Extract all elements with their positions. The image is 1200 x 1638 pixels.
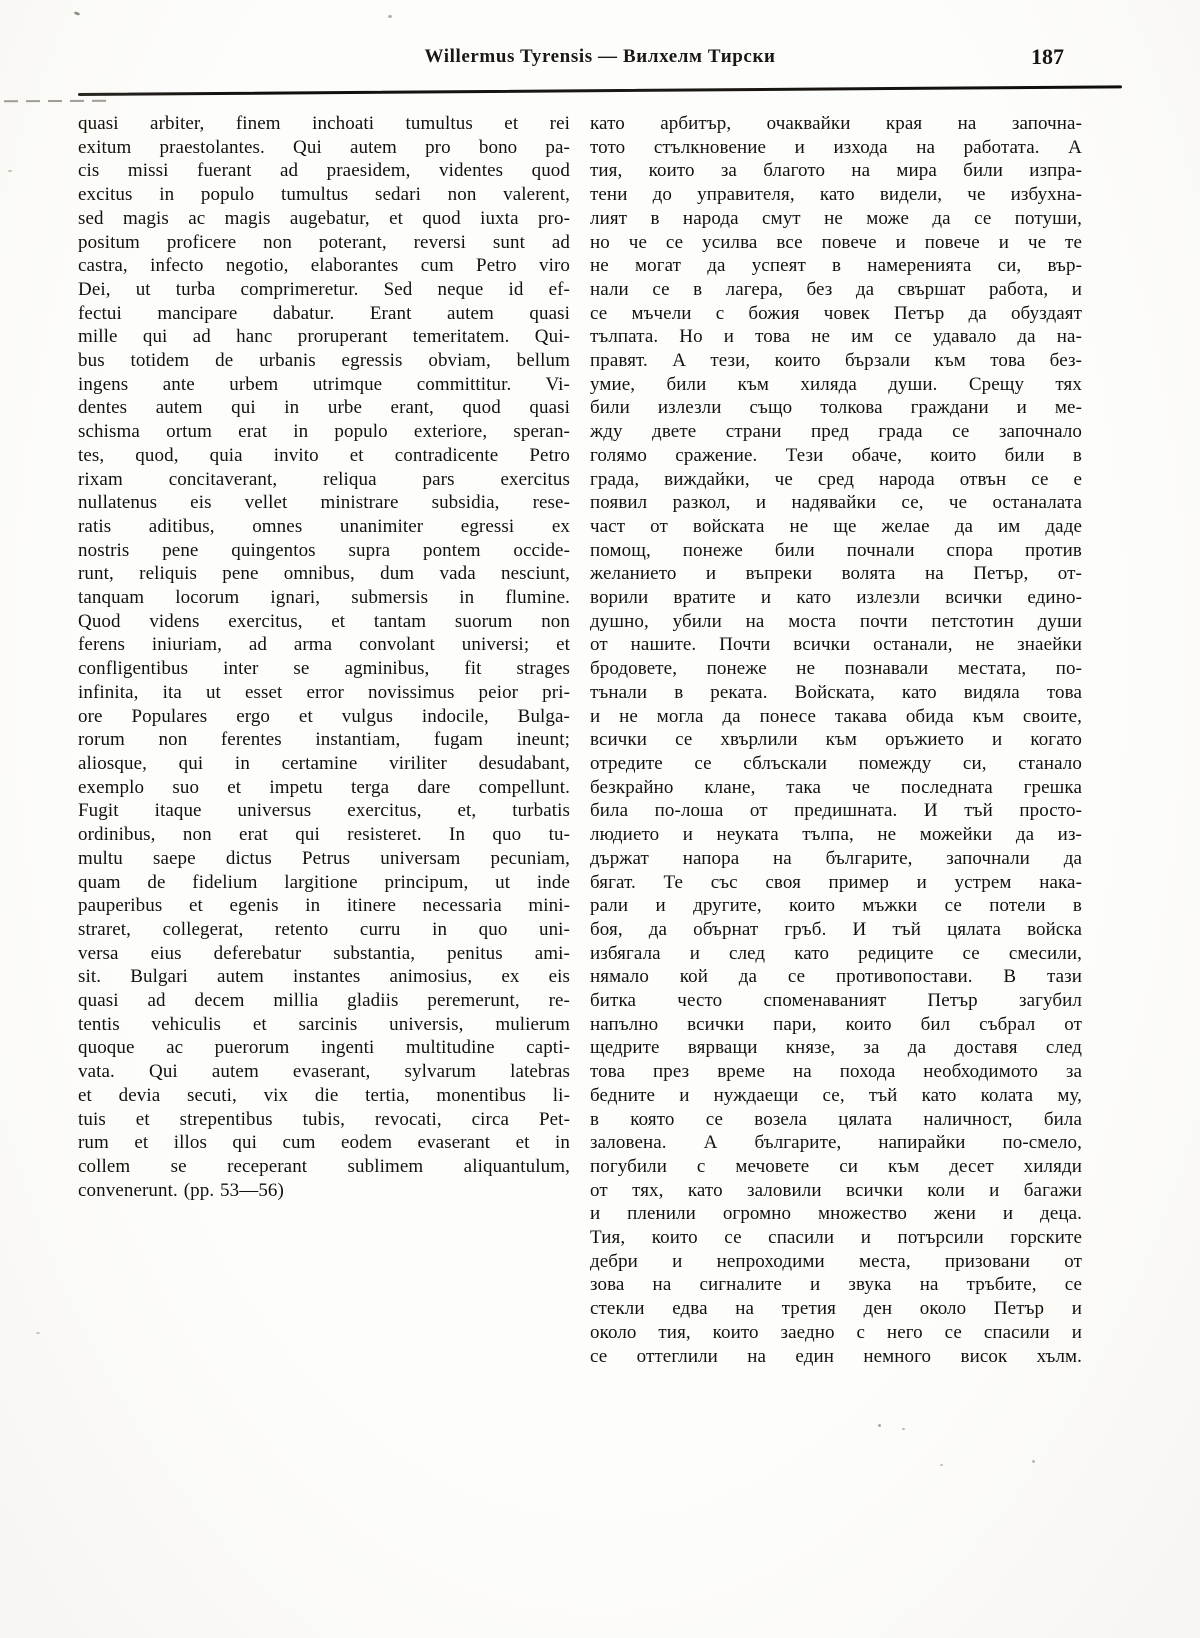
text-line: nostris pene quingentos supra pontem occide- <box>78 539 570 561</box>
text-line: бродовете, понеже не познавали местата, по- <box>590 658 1082 680</box>
text-line: нали се в лагера, без да свършат работа, и <box>590 278 1082 300</box>
text-line: тълпата. Но и това не им се удавало да на- <box>590 326 1082 348</box>
text-line: избягала и след като редиците се смесили, <box>590 942 1082 964</box>
text-line: positum proficere non poterant, reversi sunt ad <box>78 231 570 253</box>
text-line: голямо сражение. Тези обаче, които били в <box>590 444 1082 466</box>
running-title: Willermus Tyrensis — Вилхелм Тирски <box>424 46 776 67</box>
text-line: dentes autem qui in urbe erant, quod quasi <box>78 397 570 419</box>
text-line: exitum praestolantes. Qui autem pro bono pa- <box>78 136 570 158</box>
text-line: зова на сигналите и звука на тръбите, се <box>590 1274 1082 1296</box>
text-line: тото стълкновение и изхода на работата. А <box>590 136 1082 158</box>
text-line: била по-лоша от предишната. И тъй просто- <box>590 800 1082 822</box>
text-line: стекли едва на третия ден около Петър и <box>590 1298 1082 1320</box>
text-line: collem se receperant sublimem aliquantulum, <box>78 1155 570 1177</box>
header-rule <box>78 85 1122 96</box>
text-line: града, виждайки, че сред народа отвън се е <box>590 468 1082 490</box>
page-number: 187 <box>1031 44 1064 69</box>
text-line: schisma ortum erat in populo exteriore, speran- <box>78 421 570 443</box>
text-line: това през време на похода необходимото за <box>590 1061 1082 1083</box>
text-line: runt, reliquis pene omnibus, dum vada nesciunt, <box>78 563 570 585</box>
text-line: и не могла да понесе такава обида към своите, <box>590 705 1082 727</box>
text-line: нямало кой да се противопостави. В тази <box>590 966 1082 988</box>
text-line: rixam concitaverant, reliqua pars exercitus <box>78 468 570 490</box>
text-line: боя, да обърнат гръб. И тъй цялата войска <box>590 918 1082 940</box>
bulgarian-column <box>590 112 1082 1368</box>
text-line: tanquam locorum ignari, submersis in flumine. <box>78 587 570 609</box>
text-line: ore Populares ergo et vulgus indocile, Bulga- <box>78 705 570 727</box>
text-line: отредите се сблъскали помежду си, станало <box>590 752 1082 774</box>
text-line: straret, collegerat, retento curru in quo uni- <box>78 918 570 940</box>
scan-speck <box>1032 1460 1035 1463</box>
text-line: tentis vehiculis et sarcinis universis, mulierum <box>78 1013 570 1035</box>
scan-speck <box>74 11 81 16</box>
text-line: multu saepe dictus Petrus universam pecuniam, <box>78 847 570 869</box>
text-line: ingens ante urbem utrimque committitur. Vi- <box>78 373 570 395</box>
latin-column <box>78 112 570 1368</box>
text-line: aliosque, qui in certamine viriliter desudabant, <box>78 752 570 774</box>
text-line: sed magis ac magis augebatur, et quod iuxta pro- <box>78 207 570 229</box>
text-line: rorum non ferentes instantiam, fugam ineunt; <box>78 729 570 751</box>
text-line: не могат да успеят в намеренията си, вър- <box>590 255 1082 277</box>
text-line: бедните и нуждаещи се, тъй като колата му, <box>590 1084 1082 1106</box>
running-head <box>78 46 1122 76</box>
text-line: ratis aditibus, omnes unanimiter egressi ex <box>78 515 570 537</box>
text-line: Тия, които се спасили и потърсили горските <box>590 1227 1082 1249</box>
text-line: бягат. Те със своя пример и устрем нака- <box>590 871 1082 893</box>
scan-speck <box>902 1428 905 1430</box>
text-line: sit. Bulgari autem instantes animosius, ex eis <box>78 966 570 988</box>
text-line: държат напора на българите, започнали да <box>590 847 1082 869</box>
text-line: се оттеглили на един немного висок хълм. <box>590 1345 1082 1367</box>
text-line: тени до управителя, като видели, че избухна- <box>590 184 1082 206</box>
text-line: tuis et strepentibus tubis, revocati, circa Pet- <box>78 1108 570 1130</box>
text-line: convenerunt. (pp. 53—56) <box>78 1179 284 1201</box>
text-line: et devia secuti, vix die tertia, monentibus li- <box>78 1084 570 1106</box>
text-line: людието и неуката тълпа, не можейки да из- <box>590 824 1082 846</box>
text-line: заловена. А българите, напирайки по-смело, <box>590 1132 1082 1154</box>
text-line: ворили вратите и като излезли всички едино- <box>590 587 1082 609</box>
text-line: помощ, понеже били почнали спора против <box>590 539 1082 561</box>
text-line: quasi ad decem millia gladiis peremerunt, re- <box>78 990 570 1012</box>
text-line: fectui mancipare dabatur. Erant autem quasi <box>78 302 570 324</box>
text-line: лият в народа смут не може да се потуши, <box>590 207 1082 229</box>
text-line: правят. А тези, които бързали към това без- <box>590 350 1082 372</box>
text-line: ferens iniuriam, ad arma convolant universi; et <box>78 634 570 656</box>
text-line: quam de fidelium largitione principum, ut inde <box>78 871 570 893</box>
text-line: рали и другите, които мъжки се потели в <box>590 895 1082 917</box>
text-line: умие, били към хиляда души. Срещу тях <box>590 373 1082 395</box>
text-line: се мъчели с божия човек Петър да обуздаят <box>590 302 1082 324</box>
text-line: Dei, ut turba comprimeretur. Sed neque id ef- <box>78 278 570 300</box>
text-line: желанието и въпреки волята на Петър, от- <box>590 563 1082 585</box>
text-line: от тях, като заловили всички коли и багажи <box>590 1179 1082 1201</box>
text-line: quoque ac puerorum ingenti multitudine capti- <box>78 1037 570 1059</box>
text-line: excitus in populo tumultus sedari non valerent, <box>78 184 570 206</box>
text-line: Quod videns exercitus, et tantam suorum non <box>78 610 570 632</box>
text-line: pauperibus et egenis in itinere necessaria mini- <box>78 895 570 917</box>
text-line: напълно всички пари, които бил събрал от <box>590 1013 1082 1035</box>
text-line: душно, убили на моста почти петстотин души <box>590 610 1082 632</box>
text-line: били излезли също толкова граждани и ме- <box>590 397 1082 419</box>
text-line: cis missi fuerant ad praesidem, videntes quod <box>78 160 570 182</box>
text-line: тънали в реката. Войската, като видяла това <box>590 681 1082 703</box>
header-rule-dash <box>4 100 114 103</box>
text-line: част от войската не ще желае да им даде <box>590 515 1082 537</box>
text-line: ordinibus, non erat qui resisteret. In quo tu- <box>78 824 570 846</box>
text-line: в която се возела цялата наличност, била <box>590 1108 1082 1130</box>
text-line: rum et illos qui cum eodem evaserant et in <box>78 1132 570 1154</box>
text-line: битка често споменаваният Петър загубил <box>590 990 1082 1012</box>
text-line: versa eius deferebatur substantia, penitus ami- <box>78 942 570 964</box>
text-line: Fugit itaque universus exercitus, et, turbatis <box>78 800 570 822</box>
text-line: vata. Qui autem evaserant, sylvarum latebras <box>78 1061 570 1083</box>
text-line: quasi arbiter, finem inchoati tumultus et rei <box>78 113 570 134</box>
text-line: появил разкол, и надявайки се, че останалата <box>590 492 1082 514</box>
scan-speck <box>940 1464 943 1466</box>
text-columns <box>78 112 1082 1368</box>
scan-speck <box>36 1332 40 1334</box>
text-line: погубили с мечовете си към десет хиляди <box>590 1155 1082 1177</box>
text-line: и пленили огромно множество жени и деца. <box>590 1203 1082 1225</box>
text-line: тия, които за благото на мира били изпра- <box>590 160 1082 182</box>
text-line: exemplo suo et impetu terga dare compellunt. <box>78 776 570 798</box>
scan-speck <box>878 1424 881 1427</box>
text-line: tes, quod, quia invito et contradicente Petro <box>78 444 570 466</box>
text-line: от нашите. Почти всички останали, не знаейки <box>590 634 1082 656</box>
text-line: castra, infecto negotio, elaborantes cum Petro viro <box>78 255 570 277</box>
text-line: infinita, ita ut esset error novissimus peior pri- <box>78 681 570 703</box>
text-line: всички се хвърлили към оръжието и когато <box>590 729 1082 751</box>
scan-speck <box>388 15 392 18</box>
text-line: но че се усилва все повече и повече и че те <box>590 231 1082 253</box>
text-line: жду двете страни пред града се започнало <box>590 421 1082 443</box>
text-line: confligentibus inter se agminibus, fit strages <box>78 658 570 680</box>
text-line: щедрите вярващи князе, за да доставя след <box>590 1037 1082 1059</box>
text-line: дебри и непроходими места, призовани от <box>590 1250 1082 1272</box>
text-line: bus totidem de urbanis egressis obviam, bellum <box>78 350 570 372</box>
text-line: около тия, които заедно с него се спасили и <box>590 1321 1082 1343</box>
text-line: nullatenus eis vellet ministrare subsidia, rese- <box>78 492 570 514</box>
scan-speck <box>8 170 12 172</box>
text-line: mille qui ad hanc proruperant temeritatem. Qui- <box>78 326 570 348</box>
text-line: като арбитър, очаквайки края на започна- <box>590 113 1082 134</box>
text-line: безкрайно клане, така че последната грешка <box>590 776 1082 798</box>
